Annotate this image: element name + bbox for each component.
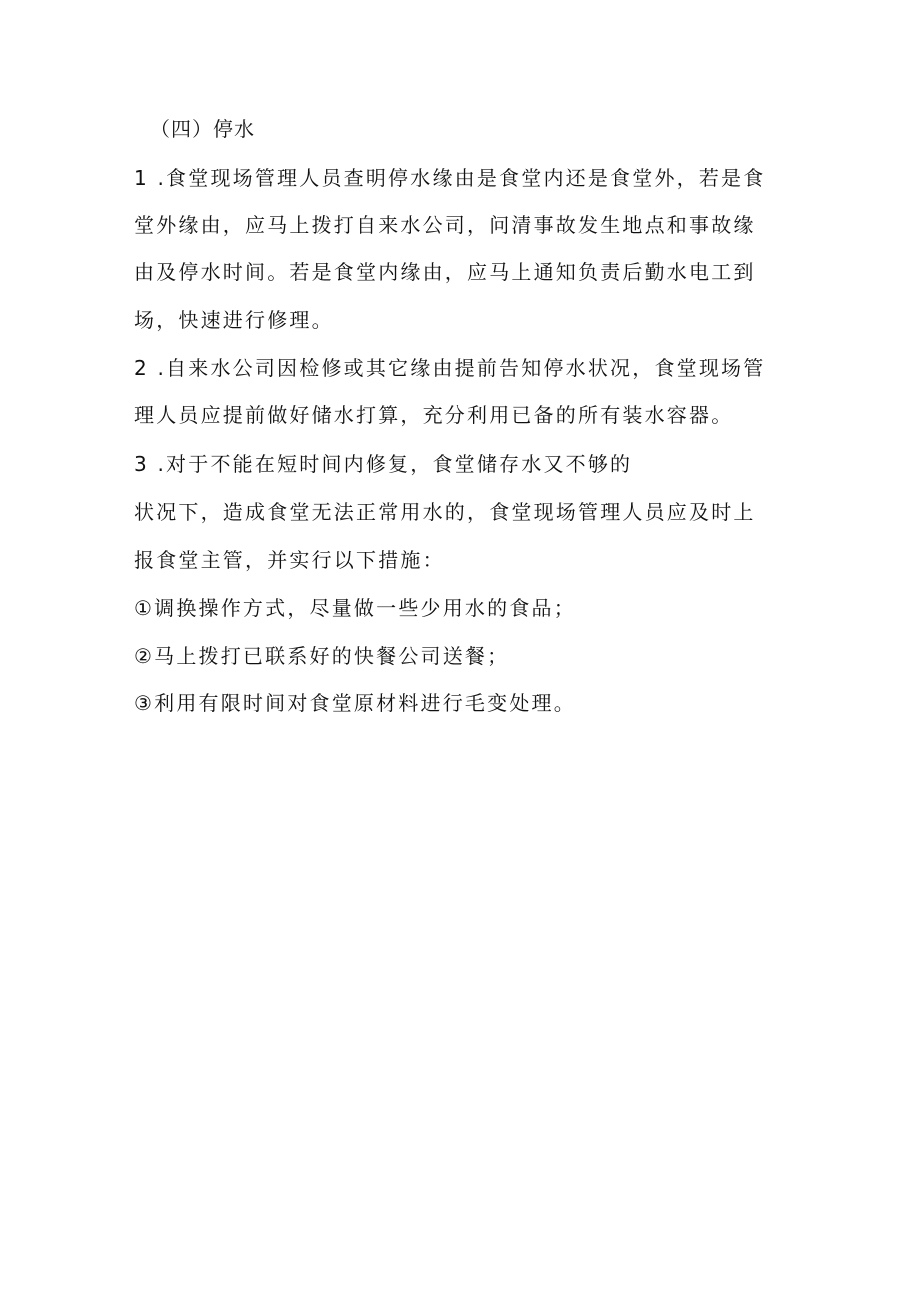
paragraph-line: 1 .食堂现场管理人员查明停水缘由是食堂内还是食堂外，若是食: [134, 166, 766, 190]
paragraph-line: 由及停水时间。若是食堂内缘由，应马上通知负责后勤水电工到: [134, 260, 756, 284]
paragraph-line: 2 .自来水公司因检修或其它缘由提前告知停水状况，食堂现场管: [134, 356, 766, 380]
paragraph-line: 状况下，造成食堂无法正常用水的，食堂现场管理人员应及时上: [134, 500, 756, 524]
paragraph-line: 堂外缘由，应马上拨打自来水公司，问清事故发生地点和事故缘: [134, 213, 756, 237]
paragraph-line: 理人员应提前做好储水打算，充分利用已备的所有装水容器。: [134, 403, 734, 427]
paragraph-line: 场，快速进行修理。: [134, 308, 334, 332]
list-item: ②马上拨打已联系好的快餐公司送餐；: [134, 644, 510, 668]
list-item: ③利用有限时间对食堂原材料进行毛变处理。: [134, 691, 576, 715]
paragraph-line: 3 .对于不能在短时间内修复，食堂储存水又不够的: [134, 452, 633, 476]
paragraph-line: 报食堂主管，并实行以下措施：: [134, 548, 445, 572]
list-item: ①调换操作方式，尽量做一些少用水的食品；: [134, 596, 576, 620]
section-heading: （四）停水: [150, 117, 255, 141]
